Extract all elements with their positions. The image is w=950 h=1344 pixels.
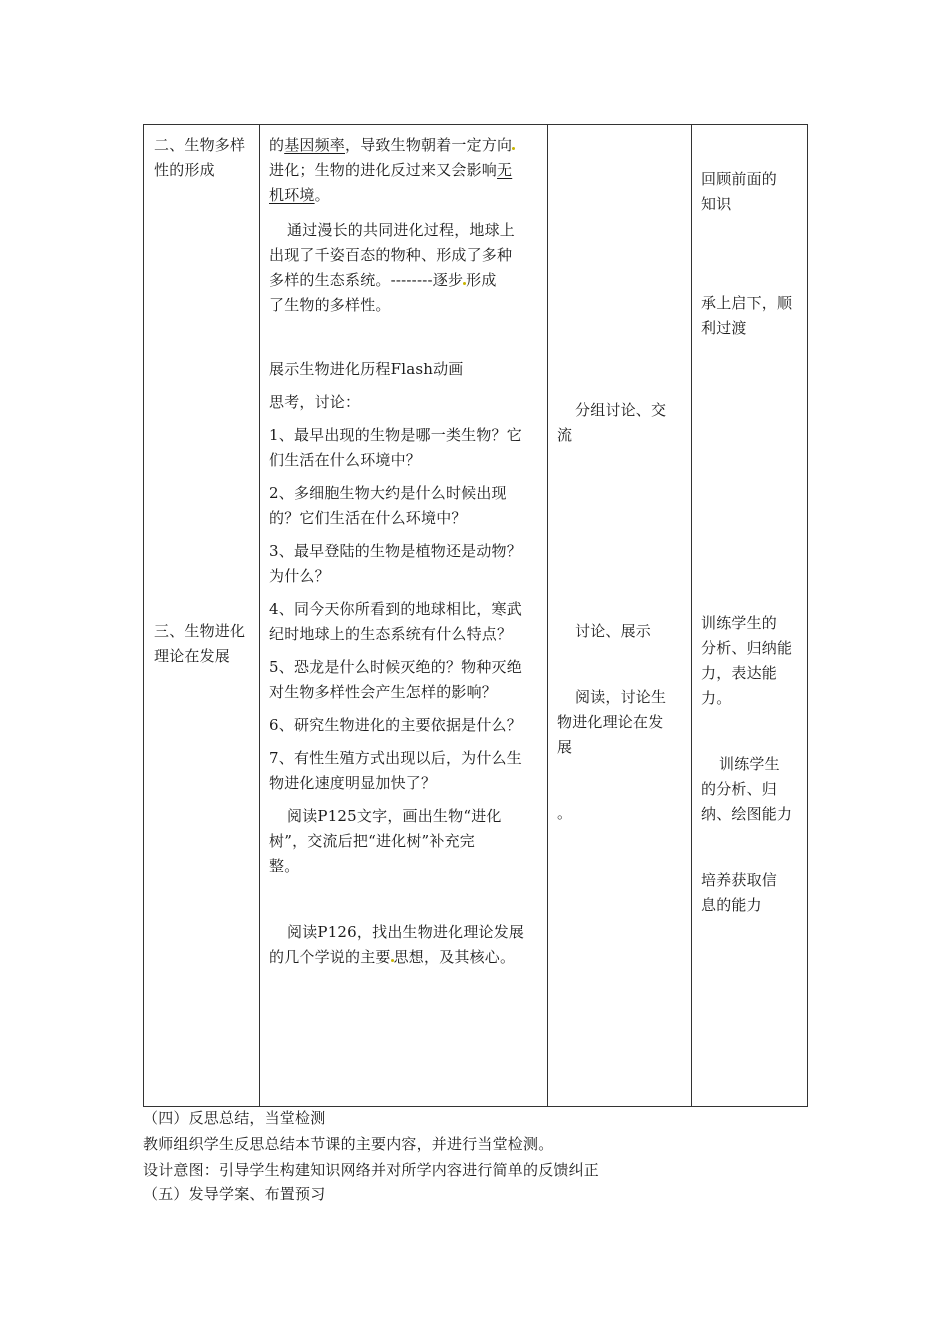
group-discussion-line1: 分组讨论、交 xyxy=(575,401,667,419)
transition-line2: 利过渡 xyxy=(701,319,747,337)
training-2-line3: 纳、绘图能力 xyxy=(701,805,793,823)
training-2-line2: 的分析、归 xyxy=(701,780,778,798)
read-discuss-line3: 展 xyxy=(557,738,573,756)
question-2-line1: 2、多细胞生物大约是什么时候出现 xyxy=(269,484,507,502)
design-intent-column xyxy=(692,125,808,1107)
stage-2-line2: 性的形成 xyxy=(154,161,215,179)
question-4-line2: 纪时地球上的生态系统有什么特点？ xyxy=(269,625,513,643)
training-1-line4: 力。 xyxy=(701,689,732,707)
period-mark: 。 xyxy=(557,804,573,822)
section-4-heading: （四）反思总结，当堂检测 xyxy=(143,1109,326,1127)
coevolution-line1: 通过漫长的共同进化过程，地球上 xyxy=(287,221,516,239)
stage-3-line2: 理论在发展 xyxy=(154,647,231,665)
lesson-plan-table xyxy=(143,124,808,1107)
question-3-line1: 3、最早登陆的生物是植物还是动物？ xyxy=(269,542,522,560)
section-4-body: 教师组织学生反思总结本节课的主要内容，并进行当堂检测。 xyxy=(143,1135,554,1153)
content-line2: 进化；生物的进化反过来又会影响无 xyxy=(269,161,513,179)
reading-p126-line1: 阅读P126，找出生物进化理论发展 xyxy=(287,923,525,941)
stage-3-line1: 三、生物进化 xyxy=(154,622,246,640)
discuss-show-text: 讨论、展示 xyxy=(575,622,652,640)
reading-p125-line3: 整。 xyxy=(269,857,300,875)
content-line3: 机环境。 xyxy=(269,186,330,204)
reading-p125-line2: 树”，交流后把“进化树”补充完 xyxy=(269,832,476,850)
read-discuss-line2: 物进化理论在发 xyxy=(557,713,664,731)
stage-column xyxy=(144,125,260,1107)
design-intent-text: 设计意图：引导学生构建知识网络并对所学内容进行简单的反馈纠正 xyxy=(143,1161,600,1179)
question-7-line1: 7、有性生殖方式出现以后，为什么生 xyxy=(269,749,522,767)
training-2-line1: 训练学生 xyxy=(719,755,780,773)
content-column xyxy=(260,125,548,1107)
review-line2: 知识 xyxy=(701,195,732,213)
group-discussion-line2: 流 xyxy=(557,426,573,444)
info-ability-line1: 培养获取信 xyxy=(701,871,778,889)
question-1-line2: 们生活在什么环境中？ xyxy=(269,451,422,469)
question-4-line1: 4、同今天你所看到的地球相比，寒武 xyxy=(269,600,522,618)
training-1-line3: 力，表达能 xyxy=(701,664,778,682)
training-1-line2: 分析、归纳能 xyxy=(701,639,793,657)
info-ability-line2: 息的能力 xyxy=(701,896,762,914)
section-5-heading: （五）发导学案、布置预习 xyxy=(143,1185,326,1203)
coevolution-line3: 多样的生态系统。--------逐步 形成 xyxy=(269,271,497,289)
transition-line1: 承上启下，顺 xyxy=(701,294,793,312)
reading-p125-line1: 阅读P125文字，画出生物“进化 xyxy=(287,807,502,825)
read-discuss-line1: 阅读，讨论生 xyxy=(575,688,667,706)
flash-animation-text: 展示生物进化历程Flash动画 xyxy=(269,360,464,378)
question-2-line2: 的？它们生活在什么环境中？ xyxy=(269,509,467,527)
review-line1: 回顾前面的 xyxy=(701,170,778,188)
student-activity-column xyxy=(548,125,692,1107)
question-7-line2: 物进化速度明显加快了？ xyxy=(269,774,437,792)
discussion-prompt: 思考，讨论： xyxy=(269,393,361,411)
reading-p126-line2: 的几个学说的主要 思想，及其核心。 xyxy=(269,948,516,966)
question-5-line2: 对生物多样性会产生怎样的影响？ xyxy=(269,683,498,701)
stage-2-line1: 二、生物多样 xyxy=(154,136,246,154)
coevolution-line4: 了生物的多样性。 xyxy=(269,296,391,314)
question-3-line2: 为什么？ xyxy=(269,567,330,585)
question-1-line1: 1、最早出现的生物是哪一类生物？它 xyxy=(269,426,522,444)
training-1-line1: 训练学生的 xyxy=(701,614,778,632)
question-6: 6、研究生物进化的主要依据是什么？ xyxy=(269,716,522,734)
coevolution-line2: 出现了千姿百态的物种、形成了多种 xyxy=(269,246,513,264)
question-5-line1: 5、恐龙是什么时候灭绝的？物种灭绝 xyxy=(269,658,522,676)
content-line1: 的基因频率，导致生物朝着一定方向 xyxy=(269,133,515,158)
